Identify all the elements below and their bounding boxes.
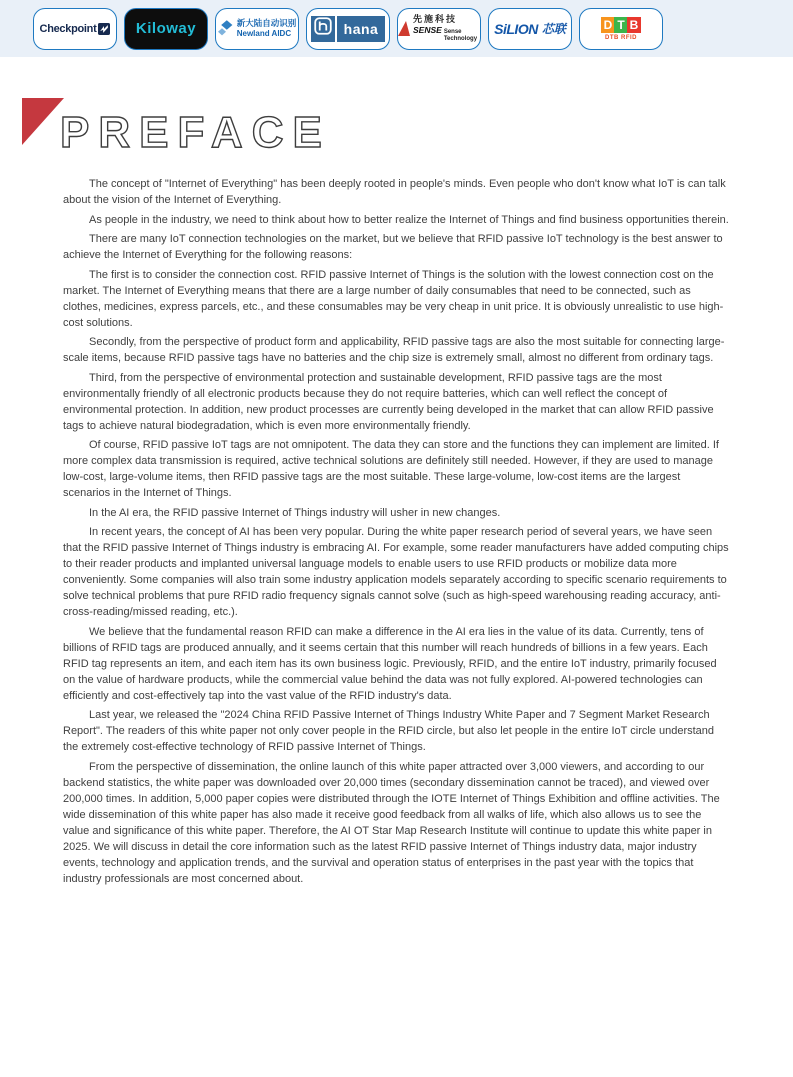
checkpoint-icon bbox=[98, 23, 110, 35]
logo-silion bbox=[488, 8, 572, 50]
dtb-letter-blocks bbox=[601, 17, 642, 33]
sense-label-en: Sense Technology bbox=[443, 28, 478, 42]
sense-triangle-icon bbox=[398, 21, 410, 36]
dtb-letter-t: T bbox=[614, 17, 627, 33]
logo-newland bbox=[215, 8, 299, 50]
paragraph: As people in the industry, we need to think about how to better realize the Internet of Things and find business opportunities therein. bbox=[89, 213, 729, 226]
page-title: PREFACE bbox=[60, 108, 331, 157]
logo-dtb bbox=[579, 8, 663, 50]
paragraph: There are many IoT connection technologies on the market, but we believe that RFID passive IoT technology is the best answer to achieve the Internet of Everything for the following reasons: bbox=[63, 233, 723, 261]
paragraph: The first is to consider the connection cost. RFID passive Internet of Things is the solution with the lowest connection cost on the market. The Internet of Everything means that there are a large number of daily consumables that need to be connected, such as clothes, medicines, express parcels, etc., and these consumables may be very cheap in unit price. It is obviously unrealistic to use high-cost solutions. bbox=[63, 268, 724, 329]
red-triangle-accent bbox=[22, 98, 64, 145]
paragraph: Last year, we released the "2024 China RFID Passive Internet of Things Industry White Paper and 7 Segment Market Research Report". The readers of this white paper not only cover people in the RFID circle, but also let people in the entire IoT circle understand the extremely cost-effective technology of RFID passive Internet of Things. bbox=[63, 709, 715, 753]
sponsor-logo-band bbox=[0, 0, 793, 57]
paragraph: We believe that the fundamental reason RFID can make a difference in the AI era lies in the value of its data. Currently, tens of billions of RFID tags are produced annually, and it seems certain that this number will reach hundreds of billions in a few years. Each RFID tag represents an item, and each item has its own business logic. Previously, RFID, and the entire IoT industry, primarily focused on the value of hardware products, while the commercial value behind the data was not fully explored. AI-powered technologies can efficiently and cost-effectively tap into the vast value of the RFID industry's data. bbox=[63, 625, 717, 702]
paragraph: Of course, RFID passive IoT tags are not omnipotent. The data they can store and the functions they can implement are limited. If more complex data transmission is required, active technical solutions are definitely still needed. However, if they are used to manage low-cost, large-volume items, then RFID passive tags are the most suitable. These large-volume, low-cost items are the largest scenarios in the Internet of Things. bbox=[63, 439, 719, 499]
newland-label-en: Newland AIDC bbox=[236, 28, 292, 38]
silion-wordmark: SiLION bbox=[494, 20, 538, 37]
hana-icon bbox=[314, 17, 332, 40]
logo-hana bbox=[306, 8, 390, 50]
hana-wordmark: hana bbox=[343, 20, 379, 37]
checkpoint-wordmark: Checkpoint bbox=[39, 22, 97, 35]
paragraph: From the perspective of dissemination, the online launch of this white paper attracted over 3,000 viewers, and according to our backend statistics, the white paper was downloaded over 20,000 times (secondary dissemination cannot be traced), and viewed over 200,000 times. In addition, 5,000 paper copies were distributed through the IOTE Internet of Things Exhibition and offline activities. The wide dissemination of this white paper has also made it receive good feedback from all walks of life, which also allows us to see the value and significance of this white paper. Therefore, the AI OT Star Map Research Institute will continue to update this white paper in 2025. We will discuss in detail the core information such as the latest RFID passive Internet of Things industry data, major industry events, technology and application trends, and the survival and operation status of enterprises in the past year with the topics that industry professionals are most concerned about. bbox=[63, 760, 720, 885]
kiloway-wordmark: Kiloway bbox=[135, 20, 197, 37]
paragraph: In the AI era, the RFID passive Internet of Things industry will usher in new changes. bbox=[89, 506, 501, 519]
logo-kiloway bbox=[124, 8, 208, 50]
sense-label-cn: 先施科技 bbox=[413, 13, 458, 24]
silion-label-cn: 芯联 bbox=[541, 22, 566, 36]
dtb-letter-d: D bbox=[601, 17, 616, 33]
paragraph: Third, from the perspective of environmental protection and sustainable development, RFID passive tags are the most environmentally friendly of all electronic products because they do not require batteries, which can well reflect the concept of environmental protection. In addition, new product processes are currently being developed in the market that can allow RFID passive tags to achieve natural biodegradation, which is even more environmentally friendly. bbox=[63, 371, 714, 432]
logo-checkpoint bbox=[33, 8, 117, 50]
newland-label-cn: 新大陆自动识别 bbox=[236, 18, 297, 29]
dtb-letter-b: B bbox=[627, 17, 642, 33]
paragraph: Secondly, from the perspective of product form and applicability, RFID passive tags are also the most suitable for connecting large-scale items, because RFID passive tags have no batteries and the chip size is extremely small, almost no different from ordinary tags. bbox=[63, 336, 725, 364]
preface-body bbox=[63, 176, 730, 890]
newland-diamond-icon bbox=[218, 20, 234, 38]
sense-wordmark: SENSE bbox=[413, 24, 442, 35]
paragraph: In recent years, the concept of AI has been very popular. During the white paper research period of several years, we have seen that the RFID passive Internet of Things industry is embracing AI. For example, some reader manufacturers have added computing chips to their reader products and implanted universal language models to enable users to use RFID products or mobilize data more conveniently. Some companies will also train some industry application models separately according to specific scenario requirements to solve technical problems that pure RFID radio frequency signals cannot solve (such as high-speed warehousing reading accuracy, anti-cross-reading/missed reading, etc.). bbox=[63, 526, 729, 618]
logo-sense bbox=[397, 8, 481, 50]
paragraph: The concept of "Internet of Everything" has been deeply rooted in people's minds. Even people who don't know what IoT is can talk about the vision of the Internet of Everything. bbox=[63, 178, 726, 206]
dtb-caption: DTB RFID bbox=[605, 34, 637, 41]
